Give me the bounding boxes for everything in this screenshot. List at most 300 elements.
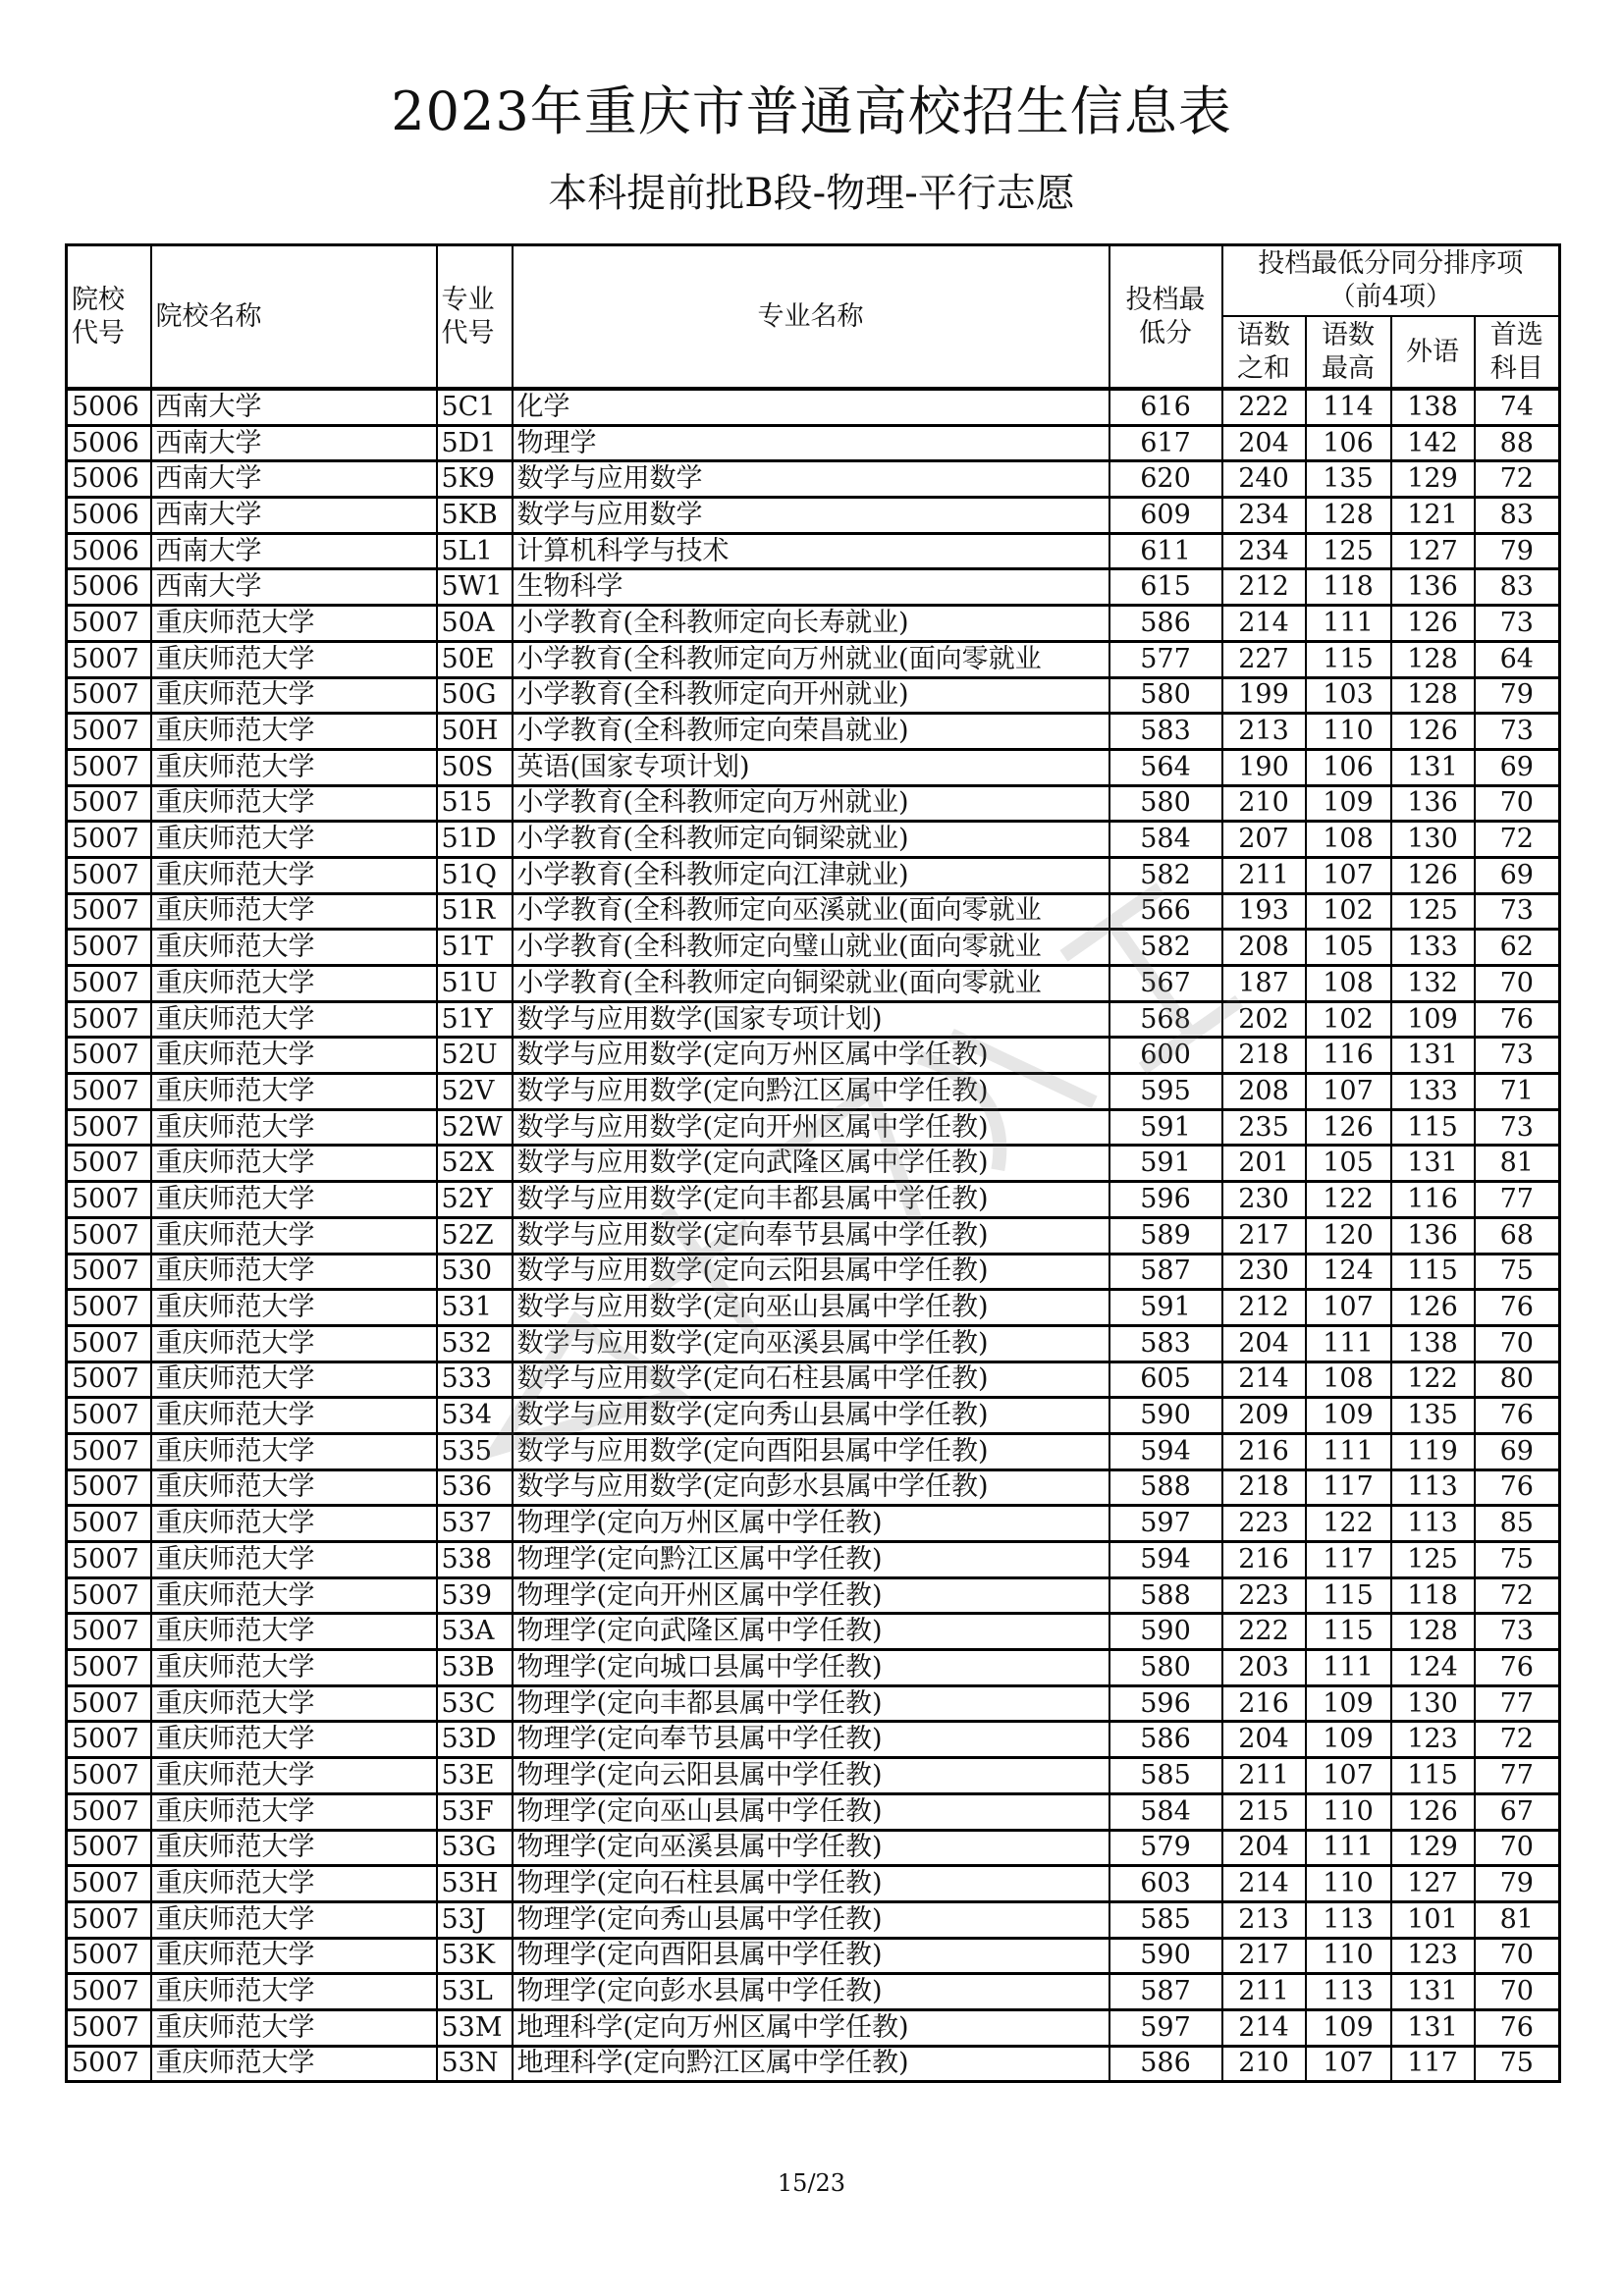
cell-major-code: 5W1 [437, 569, 513, 606]
cell-school-code: 5007 [67, 1290, 151, 1326]
cell-school-code: 5007 [67, 822, 151, 858]
table-body [67, 389, 1560, 2082]
cell-chinese-math-max: 115 [1306, 1577, 1391, 1614]
cell-first-choice-subject: 70 [1475, 1938, 1560, 1974]
cell-school-code: 5007 [67, 1722, 151, 1758]
table-row [67, 1722, 1560, 1758]
cell-chinese-math-max: 113 [1306, 1974, 1391, 2010]
cell-first-choice-subject: 70 [1475, 1325, 1560, 1362]
cell-foreign-language: 127 [1391, 533, 1475, 569]
cell-min-score: 611 [1109, 533, 1222, 569]
cell-major-name: 数学与应用数学(定向开州区属中学任教) [513, 1109, 1109, 1146]
cell-chinese-math-sum: 210 [1222, 2046, 1306, 2082]
cell-first-choice-subject: 73 [1475, 714, 1560, 750]
cell-school-name: 重庆师范大学 [151, 1074, 437, 1110]
table-row [67, 389, 1560, 425]
cell-chinese-math-max: 108 [1306, 966, 1391, 1002]
cell-chinese-math-max: 107 [1306, 1758, 1391, 1794]
table-row [67, 1146, 1560, 1182]
cell-major-code: 5KB [437, 498, 513, 534]
cell-chinese-math-max: 115 [1306, 641, 1391, 677]
table-header [67, 245, 1560, 390]
table-row [67, 2009, 1560, 2046]
cell-major-name: 物理学(定向奉节县属中学任教) [513, 1722, 1109, 1758]
cell-school-code: 5007 [67, 1901, 151, 1938]
cell-foreign-language: 133 [1391, 1074, 1475, 1110]
cell-foreign-language: 131 [1391, 1146, 1475, 1182]
cell-chinese-math-max: 107 [1306, 857, 1391, 893]
cell-school-name: 重庆师范大学 [151, 1722, 437, 1758]
cell-major-code: 530 [437, 1254, 513, 1290]
cell-chinese-math-max: 117 [1306, 1469, 1391, 1506]
cell-major-code: 535 [437, 1433, 513, 1469]
cell-foreign-language: 125 [1391, 1542, 1475, 1578]
cell-major-name: 数学与应用数学(定向奉节县属中学任教) [513, 1217, 1109, 1254]
cell-min-score: 577 [1109, 641, 1222, 677]
cell-major-code: 53H [437, 1866, 513, 1902]
cell-first-choice-subject: 74 [1475, 389, 1560, 425]
cell-chinese-math-max: 120 [1306, 1217, 1391, 1254]
cell-foreign-language: 126 [1391, 714, 1475, 750]
cell-school-name: 重庆师范大学 [151, 749, 437, 785]
cell-major-code: 51D [437, 822, 513, 858]
cell-major-name: 物理学(定向秀山县属中学任教) [513, 1901, 1109, 1938]
cell-chinese-math-sum: 207 [1222, 822, 1306, 858]
cell-school-name: 重庆师范大学 [151, 1974, 437, 2010]
table-row [67, 1830, 1560, 1866]
cell-major-name: 数学与应用数学(国家专项计划) [513, 1001, 1109, 1038]
cell-major-code: 52X [437, 1146, 513, 1182]
cell-school-name: 重庆师范大学 [151, 677, 437, 714]
cell-foreign-language: 131 [1391, 1974, 1475, 2010]
cell-min-score: 584 [1109, 1793, 1222, 1830]
cell-foreign-language: 138 [1391, 389, 1475, 425]
cell-chinese-math-sum: 235 [1222, 1109, 1306, 1146]
cell-school-name: 重庆师范大学 [151, 785, 437, 822]
cell-first-choice-subject: 75 [1475, 1254, 1560, 1290]
cell-chinese-math-sum: 240 [1222, 461, 1306, 498]
cell-major-name: 数学与应用数学(定向武隆区属中学任教) [513, 1146, 1109, 1182]
cell-min-score: 595 [1109, 1074, 1222, 1110]
cell-school-code: 5007 [67, 1614, 151, 1650]
cell-chinese-math-max: 111 [1306, 606, 1391, 642]
cell-school-name: 重庆师范大学 [151, 1109, 437, 1146]
cell-major-name: 物理学(定向巫溪县属中学任教) [513, 1830, 1109, 1866]
cell-school-name: 西南大学 [151, 389, 437, 425]
header-tiebreak-group: 投档最低分同分排序项（前4项） [1222, 245, 1560, 317]
cell-foreign-language: 123 [1391, 1722, 1475, 1758]
cell-min-score: 591 [1109, 1146, 1222, 1182]
cell-school-code: 5007 [67, 1938, 151, 1974]
cell-chinese-math-max: 103 [1306, 677, 1391, 714]
table-row [67, 1758, 1560, 1794]
cell-first-choice-subject: 72 [1475, 1577, 1560, 1614]
cell-first-choice-subject: 62 [1475, 930, 1560, 966]
cell-min-score: 580 [1109, 677, 1222, 714]
table-row [67, 1254, 1560, 1290]
cell-major-name: 地理科学(定向万州区属中学任教) [513, 2009, 1109, 2046]
table-row [67, 930, 1560, 966]
cell-first-choice-subject: 81 [1475, 1901, 1560, 1938]
cell-major-code: 51T [437, 930, 513, 966]
cell-foreign-language: 131 [1391, 749, 1475, 785]
cell-major-code: 50G [437, 677, 513, 714]
cell-major-code: 52U [437, 1038, 513, 1074]
cell-first-choice-subject: 76 [1475, 2009, 1560, 2046]
cell-chinese-math-sum: 201 [1222, 1146, 1306, 1182]
cell-chinese-math-sum: 222 [1222, 1614, 1306, 1650]
cell-first-choice-subject: 77 [1475, 1758, 1560, 1794]
cell-first-choice-subject: 73 [1475, 1614, 1560, 1650]
cell-chinese-math-sum: 204 [1222, 1722, 1306, 1758]
cell-chinese-math-sum: 203 [1222, 1650, 1306, 1686]
table-row [67, 498, 1560, 534]
table-row [67, 857, 1560, 893]
cell-school-code: 5007 [67, 1974, 151, 2010]
cell-first-choice-subject: 72 [1475, 822, 1560, 858]
cell-major-code: 534 [437, 1398, 513, 1434]
table-row [67, 1793, 1560, 1830]
cell-major-code: 52Z [437, 1217, 513, 1254]
table-row [67, 1614, 1560, 1650]
cell-foreign-language: 109 [1391, 1001, 1475, 1038]
cell-school-code: 5007 [67, 1398, 151, 1434]
cell-major-code: 51Y [437, 1001, 513, 1038]
cell-major-name: 数学与应用数学(定向石柱县属中学任教) [513, 1362, 1109, 1398]
admissions-table [65, 243, 1561, 2083]
cell-major-code: 515 [437, 785, 513, 822]
cell-school-code: 5007 [67, 1254, 151, 1290]
table-row [67, 1182, 1560, 1218]
cell-school-name: 重庆师范大学 [151, 714, 437, 750]
cell-first-choice-subject: 76 [1475, 1001, 1560, 1038]
cell-major-name: 物理学(定向万州区属中学任教) [513, 1506, 1109, 1542]
cell-first-choice-subject: 73 [1475, 893, 1560, 930]
cell-first-choice-subject: 72 [1475, 1722, 1560, 1758]
cell-chinese-math-max: 122 [1306, 1506, 1391, 1542]
cell-chinese-math-sum: 213 [1222, 1901, 1306, 1938]
cell-school-name: 重庆师范大学 [151, 606, 437, 642]
cell-chinese-math-max: 128 [1306, 498, 1391, 534]
cell-school-name: 重庆师范大学 [151, 1614, 437, 1650]
cell-min-score: 597 [1109, 1506, 1222, 1542]
table-row [67, 1542, 1560, 1578]
table-row [67, 1433, 1560, 1469]
cell-major-code: 5L1 [437, 533, 513, 569]
cell-chinese-math-sum: 209 [1222, 1398, 1306, 1434]
cell-school-name: 西南大学 [151, 461, 437, 498]
cell-min-score: 579 [1109, 1830, 1222, 1866]
cell-chinese-math-sum: 204 [1222, 1830, 1306, 1866]
cell-first-choice-subject: 73 [1475, 606, 1560, 642]
cell-foreign-language: 130 [1391, 822, 1475, 858]
cell-first-choice-subject: 80 [1475, 1362, 1560, 1398]
cell-major-name: 物理学(定向武隆区属中学任教) [513, 1614, 1109, 1650]
cell-first-choice-subject: 75 [1475, 2046, 1560, 2082]
cell-chinese-math-sum: 202 [1222, 1001, 1306, 1038]
cell-min-score: 617 [1109, 425, 1222, 461]
cell-school-code: 5006 [67, 461, 151, 498]
cell-chinese-math-sum: 230 [1222, 1254, 1306, 1290]
table-row [67, 1038, 1560, 1074]
cell-min-score: 583 [1109, 1325, 1222, 1362]
table-row [67, 893, 1560, 930]
cell-school-code: 5006 [67, 425, 151, 461]
cell-foreign-language: 126 [1391, 606, 1475, 642]
cell-major-code: 53G [437, 1830, 513, 1866]
cell-major-name: 物理学(定向城口县属中学任教) [513, 1650, 1109, 1686]
cell-chinese-math-max: 111 [1306, 1830, 1391, 1866]
cell-chinese-math-max: 108 [1306, 822, 1391, 858]
cell-major-code: 53M [437, 2009, 513, 2046]
cell-foreign-language: 126 [1391, 1290, 1475, 1326]
cell-major-code: 52Y [437, 1182, 513, 1218]
cell-chinese-math-sum: 212 [1222, 1290, 1306, 1326]
cell-chinese-math-max: 111 [1306, 1325, 1391, 1362]
cell-school-name: 重庆师范大学 [151, 1290, 437, 1326]
cell-major-name: 小学教育(全科教师定向开州就业) [513, 677, 1109, 714]
cell-major-name: 数学与应用数学(定向黔江区属中学任教) [513, 1074, 1109, 1110]
cell-chinese-math-sum: 208 [1222, 1074, 1306, 1110]
cell-first-choice-subject: 68 [1475, 1217, 1560, 1254]
cell-major-code: 53K [437, 1938, 513, 1974]
cell-chinese-math-sum: 213 [1222, 714, 1306, 750]
cell-min-score: 590 [1109, 1398, 1222, 1434]
cell-foreign-language: 128 [1391, 677, 1475, 714]
header-chinese-math-sum: 语数之和 [1222, 316, 1306, 389]
cell-school-code: 5007 [67, 1038, 151, 1074]
cell-foreign-language: 101 [1391, 1901, 1475, 1938]
cell-min-score: 584 [1109, 822, 1222, 858]
cell-chinese-math-sum: 230 [1222, 1182, 1306, 1218]
cell-chinese-math-max: 105 [1306, 930, 1391, 966]
cell-first-choice-subject: 72 [1475, 461, 1560, 498]
cell-major-name: 小学教育(全科教师定向巫溪就业(面向零就业 [513, 893, 1109, 930]
cell-chinese-math-max: 105 [1306, 1146, 1391, 1182]
cell-major-name: 物理学(定向云阳县属中学任教) [513, 1758, 1109, 1794]
header-foreign-language: 外语 [1391, 316, 1475, 389]
cell-foreign-language: 136 [1391, 1217, 1475, 1254]
cell-school-code: 5007 [67, 1650, 151, 1686]
cell-major-code: 53A [437, 1614, 513, 1650]
cell-chinese-math-max: 111 [1306, 1650, 1391, 1686]
cell-major-name: 英语(国家专项计划) [513, 749, 1109, 785]
cell-school-name: 西南大学 [151, 533, 437, 569]
cell-chinese-math-sum: 193 [1222, 893, 1306, 930]
cell-chinese-math-sum: 214 [1222, 1866, 1306, 1902]
cell-first-choice-subject: 69 [1475, 749, 1560, 785]
cell-foreign-language: 142 [1391, 425, 1475, 461]
cell-min-score: 568 [1109, 1001, 1222, 1038]
cell-min-score: 591 [1109, 1109, 1222, 1146]
cell-chinese-math-max: 110 [1306, 1938, 1391, 1974]
cell-chinese-math-max: 122 [1306, 1182, 1391, 1218]
cell-min-score: 594 [1109, 1542, 1222, 1578]
cell-foreign-language: 129 [1391, 1830, 1475, 1866]
cell-chinese-math-sum: 214 [1222, 2009, 1306, 2046]
cell-school-code: 5007 [67, 1793, 151, 1830]
cell-chinese-math-sum: 211 [1222, 857, 1306, 893]
cell-first-choice-subject: 70 [1475, 1974, 1560, 2010]
cell-foreign-language: 113 [1391, 1469, 1475, 1506]
cell-major-name: 小学教育(全科教师定向铜梁就业(面向零就业 [513, 966, 1109, 1002]
cell-first-choice-subject: 76 [1475, 1469, 1560, 1506]
table-row [67, 533, 1560, 569]
cell-major-name: 数学与应用数学 [513, 461, 1109, 498]
cell-min-score: 580 [1109, 785, 1222, 822]
cell-school-code: 5007 [67, 1685, 151, 1722]
cell-chinese-math-sum: 190 [1222, 749, 1306, 785]
cell-first-choice-subject: 83 [1475, 498, 1560, 534]
cell-major-code: 531 [437, 1290, 513, 1326]
cell-first-choice-subject: 79 [1475, 1866, 1560, 1902]
cell-chinese-math-max: 110 [1306, 714, 1391, 750]
table-row [67, 714, 1560, 750]
cell-school-code: 5006 [67, 389, 151, 425]
cell-major-code: 53B [437, 1650, 513, 1686]
cell-major-code: 536 [437, 1469, 513, 1506]
table-row [67, 1109, 1560, 1146]
table-row [67, 641, 1560, 677]
cell-min-score: 587 [1109, 1974, 1222, 2010]
cell-foreign-language: 126 [1391, 1793, 1475, 1830]
cell-foreign-language: 113 [1391, 1506, 1475, 1542]
cell-min-score: 603 [1109, 1866, 1222, 1902]
cell-chinese-math-sum: 227 [1222, 641, 1306, 677]
cell-chinese-math-max: 115 [1306, 1614, 1391, 1650]
cell-major-name: 小学教育(全科教师定向璧山就业(面向零就业 [513, 930, 1109, 966]
cell-school-code: 5007 [67, 1001, 151, 1038]
cell-chinese-math-max: 125 [1306, 533, 1391, 569]
cell-major-name: 小学教育(全科教师定向长寿就业) [513, 606, 1109, 642]
cell-foreign-language: 130 [1391, 1685, 1475, 1722]
cell-chinese-math-max: 110 [1306, 1793, 1391, 1830]
cell-chinese-math-max: 126 [1306, 1109, 1391, 1146]
cell-school-name: 重庆师范大学 [151, 1866, 437, 1902]
cell-chinese-math-sum: 187 [1222, 966, 1306, 1002]
cell-school-code: 5007 [67, 606, 151, 642]
cell-chinese-math-sum: 199 [1222, 677, 1306, 714]
cell-major-name: 物理学(定向酉阳县属中学任教) [513, 1938, 1109, 1974]
cell-school-code: 5007 [67, 714, 151, 750]
cell-foreign-language: 123 [1391, 1938, 1475, 1974]
cell-chinese-math-sum: 218 [1222, 1469, 1306, 1506]
table-row [67, 749, 1560, 785]
cell-foreign-language: 115 [1391, 1254, 1475, 1290]
cell-major-name: 地理科学(定向黔江区属中学任教) [513, 2046, 1109, 2082]
cell-foreign-language: 115 [1391, 1758, 1475, 1794]
cell-first-choice-subject: 73 [1475, 1038, 1560, 1074]
cell-min-score: 596 [1109, 1182, 1222, 1218]
cell-major-code: 50A [437, 606, 513, 642]
cell-first-choice-subject: 67 [1475, 1793, 1560, 1830]
cell-major-code: 51R [437, 893, 513, 930]
table-row [67, 1577, 1560, 1614]
cell-school-code: 5007 [67, 1109, 151, 1146]
cell-school-code: 5007 [67, 1577, 151, 1614]
cell-school-name: 重庆师范大学 [151, 1325, 437, 1362]
table-row [67, 822, 1560, 858]
cell-min-score: 582 [1109, 930, 1222, 966]
cell-major-name: 小学教育(全科教师定向铜梁就业) [513, 822, 1109, 858]
cell-chinese-math-sum: 216 [1222, 1685, 1306, 1722]
cell-min-score: 582 [1109, 857, 1222, 893]
cell-foreign-language: 121 [1391, 498, 1475, 534]
cell-major-code: 538 [437, 1542, 513, 1578]
cell-school-code: 5007 [67, 1433, 151, 1469]
cell-first-choice-subject: 70 [1475, 785, 1560, 822]
header-chinese-math-max: 语数最高 [1306, 316, 1391, 389]
cell-major-code: 53D [437, 1722, 513, 1758]
cell-chinese-math-sum: 208 [1222, 930, 1306, 966]
cell-major-name: 数学与应用数学(定向万州区属中学任教) [513, 1038, 1109, 1074]
cell-major-name: 数学与应用数学(定向彭水县属中学任教) [513, 1469, 1109, 1506]
cell-school-name: 重庆师范大学 [151, 1830, 437, 1866]
cell-min-score: 588 [1109, 1469, 1222, 1506]
cell-foreign-language: 128 [1391, 1614, 1475, 1650]
cell-foreign-language: 119 [1391, 1433, 1475, 1469]
cell-major-code: 533 [437, 1362, 513, 1398]
cell-foreign-language: 133 [1391, 930, 1475, 966]
table-row [67, 1325, 1560, 1362]
cell-first-choice-subject: 76 [1475, 1290, 1560, 1326]
cell-chinese-math-sum: 218 [1222, 1038, 1306, 1074]
cell-min-score: 586 [1109, 1722, 1222, 1758]
cell-school-code: 5006 [67, 498, 151, 534]
cell-foreign-language: 128 [1391, 641, 1475, 677]
cell-first-choice-subject: 73 [1475, 1109, 1560, 1146]
cell-min-score: 585 [1109, 1758, 1222, 1794]
cell-min-score: 597 [1109, 2009, 1222, 2046]
cell-foreign-language: 118 [1391, 1577, 1475, 1614]
cell-major-code: 53C [437, 1685, 513, 1722]
cell-chinese-math-sum: 204 [1222, 425, 1306, 461]
cell-foreign-language: 136 [1391, 569, 1475, 606]
table-row [67, 1362, 1560, 1398]
cell-chinese-math-max: 107 [1306, 2046, 1391, 2082]
cell-chinese-math-max: 111 [1306, 1433, 1391, 1469]
cell-school-code: 5007 [67, 785, 151, 822]
document-title: 2023年重庆市普通高校招生信息表 [391, 80, 1232, 142]
cell-chinese-math-sum: 234 [1222, 498, 1306, 534]
cell-major-code: 537 [437, 1506, 513, 1542]
table-row [67, 425, 1560, 461]
cell-school-code: 5007 [67, 2009, 151, 2046]
cell-chinese-math-sum: 214 [1222, 1362, 1306, 1398]
cell-foreign-language: 127 [1391, 1866, 1475, 1902]
cell-first-choice-subject: 77 [1475, 1182, 1560, 1218]
cell-school-name: 重庆师范大学 [151, 893, 437, 930]
cell-major-name: 物理学(定向开州区属中学任教) [513, 1577, 1109, 1614]
cell-major-name: 计算机科学与技术 [513, 533, 1109, 569]
cell-first-choice-subject: 75 [1475, 1542, 1560, 1578]
cell-first-choice-subject: 71 [1475, 1074, 1560, 1110]
table-row [67, 1974, 1560, 2010]
cell-first-choice-subject: 76 [1475, 1398, 1560, 1434]
cell-major-name: 物理学(定向石柱县属中学任教) [513, 1866, 1109, 1902]
cell-chinese-math-max: 109 [1306, 2009, 1391, 2046]
table-row [67, 1469, 1560, 1506]
cell-major-code: 5C1 [437, 389, 513, 425]
cell-school-code: 5007 [67, 1182, 151, 1218]
cell-chinese-math-max: 107 [1306, 1290, 1391, 1326]
cell-major-name: 物理学(定向丰都县属中学任教) [513, 1685, 1109, 1722]
cell-chinese-math-max: 102 [1306, 893, 1391, 930]
cell-major-name: 物理学(定向巫山县属中学任教) [513, 1793, 1109, 1830]
cell-school-code: 5007 [67, 1542, 151, 1578]
header-major-code: 专业代号 [437, 245, 513, 390]
cell-chinese-math-sum: 234 [1222, 533, 1306, 569]
